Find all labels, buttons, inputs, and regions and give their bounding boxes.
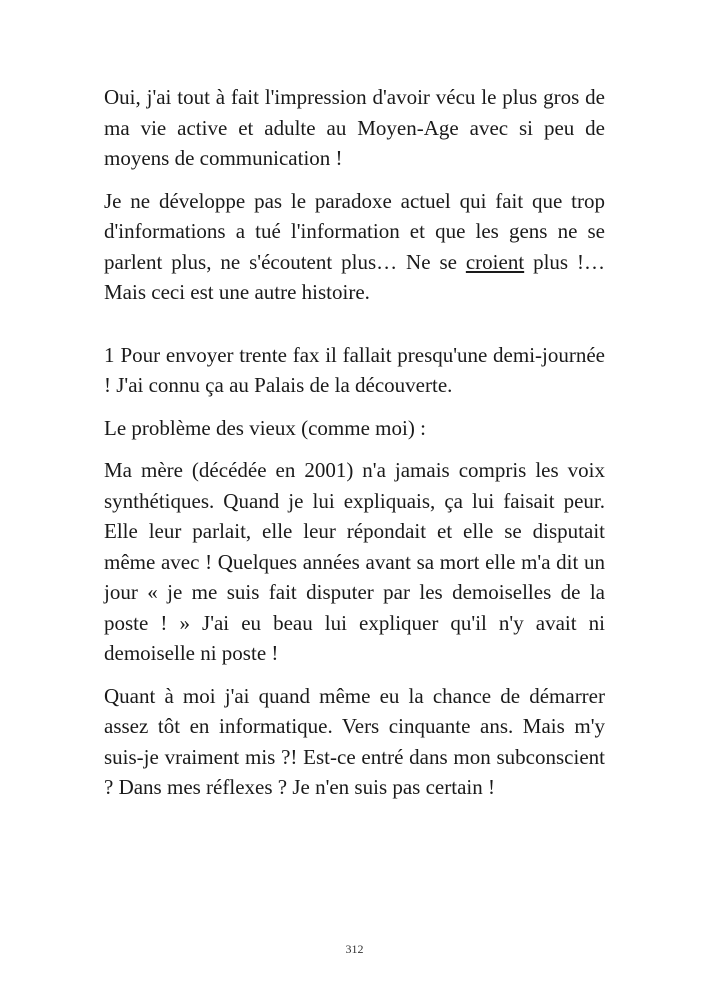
- paragraph-informatique: Quant à moi j'ai quand même eu la chance de démarrer assez tôt en informatique. Vers cinquante ans. Mais m'y suis-je vraiment mis ?! Est-ce entré dans mon subconscient ? Dans mes réflexes ? Je n'en suis pas certain !: [104, 683, 605, 799]
- paragraph-paradoxe-text-end: plus !… Mais ceci est une autre histoire.: [104, 249, 605, 304]
- paragraph-ma-mere: Ma mère (décédée en 2001) n'a jamais compris les voix synthétiques. Quand je lui expliquais, ça lui faisait peur. Elle leur parlait, elle leur répondait et elle se disputait même avec ! Quelques années avant sa mort elle m'a dit un jour « je me suis fait disputer par les demoiselles de la poste ! » J'ai eu beau lui expliquer qu'il n'y avait ni demoiselle ni poste !: [104, 458, 605, 665]
- footnote-number: 1: [104, 342, 115, 367]
- paragraph-paradoxe: [104, 186, 605, 308]
- page-number: 312: [345, 942, 364, 956]
- footnote-text: Pour envoyer trente fax il fallait presqu'une demi-journée ! J'ai connu ça au Palais de la découverte.: [104, 342, 605, 397]
- page-body: [104, 82, 605, 803]
- footnote: [104, 340, 605, 401]
- paragraph-moyen-age: Oui, j'ai tout à fait l'impression d'avoir vécu le plus gros de ma vie active et adulte au Moyen-Age avec si peu de moyens de communication !: [104, 85, 605, 170]
- paragraph-probleme-vieux: Le problème des vieux (comme moi) :: [104, 415, 426, 440]
- underlined-word: croient: [465, 249, 525, 274]
- paragraph-paradoxe-text-start: Je ne développe pas le paradoxe actuel qui fait que trop d'informations a tué l'information et que les gens ne se parlent plus, ne s'écoutent plus… Ne se: [104, 188, 605, 274]
